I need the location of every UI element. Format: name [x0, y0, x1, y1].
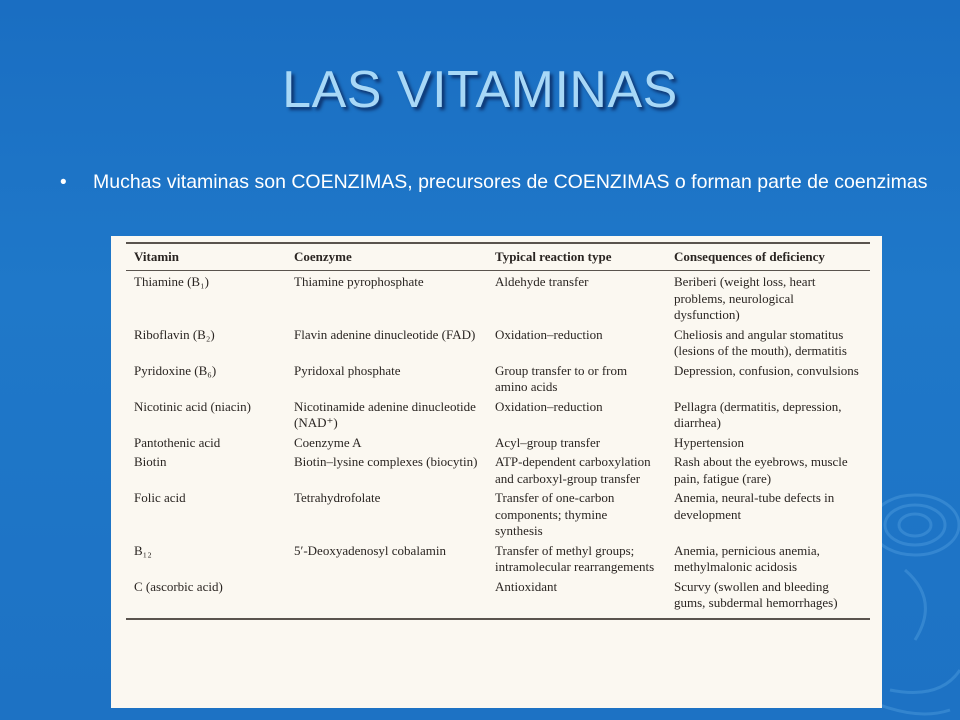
cell-coenzyme: Flavin adenine dinucleotide (FAD): [294, 326, 476, 342]
cell-reaction: Oxidation–reduction: [495, 326, 603, 342]
table-row: [126, 432, 870, 452]
table-row: [126, 540, 870, 576]
table-row: [126, 324, 870, 360]
cell-vitamin: Folic acid: [134, 490, 186, 505]
cell-coenzyme: Tetrahydrofolate: [294, 490, 381, 505]
cell-vitamin: Pyridoxine (B₆): [134, 362, 217, 378]
bullet-text: Muchas vitaminas son COENZIMAS, precursores de COENZIMAS o forman parte de coenzimas: [93, 171, 928, 193]
cell-vitamin: Thiamine (B₁): [134, 274, 209, 289]
bullet-marker: •: [60, 172, 67, 193]
cell-coenzyme: Coenzyme A: [294, 434, 362, 450]
cell-deficiency: Beriberi (weight loss, heart problems, neurological dysfunction): [674, 274, 816, 322]
cell-coenzyme: Nicotinamide adenine dinucleotide (NAD⁺): [294, 398, 476, 430]
cell-deficiency: Anemia, neural-tube defects in development: [674, 490, 835, 522]
cell-vitamin: Biotin: [134, 454, 167, 469]
slide-title: LAS VITAMINAS: [282, 61, 678, 119]
cell-reaction: Oxidation–reduction: [495, 398, 603, 414]
cell-deficiency: Anemia, pernicious anemia, methylmalonic acidosis: [674, 542, 820, 574]
cell-coenzyme: Thiamine pyrophosphate: [294, 274, 424, 289]
cell-coenzyme: 5′-Deoxyadenosyl cobalamin: [294, 542, 446, 558]
cell-vitamin: Riboflavin (B₂): [134, 326, 215, 342]
table-header-row: [126, 243, 870, 271]
cell-reaction: Group transfer to or from amino acids: [495, 362, 628, 394]
table-row: [126, 271, 870, 324]
vitamin-table-image: [111, 236, 882, 708]
cell-deficiency: Hypertension: [674, 434, 745, 450]
cell-vitamin: B₁₂: [134, 542, 152, 558]
vitamin-table: [126, 242, 870, 620]
bullet-item: [60, 172, 940, 194]
header-deficiency: Consequences of deficiency: [666, 243, 870, 271]
cell-coenzyme: [286, 576, 487, 619]
cell-reaction: Acyl–group transfer: [495, 434, 601, 450]
cell-reaction: Transfer of one-carbon components; thymine synthesis: [495, 490, 615, 538]
cell-reaction: ATP-dependent carboxylation and carboxyl-group transfer: [495, 454, 651, 486]
cell-deficiency: Pellagra (dermatitis, depression, diarrhea): [674, 398, 842, 430]
cell-vitamin: C (ascorbic acid): [126, 576, 286, 619]
table-row: [126, 396, 870, 432]
cell-deficiency: Rash about the eyebrows, muscle pain, fatigue (rare): [674, 454, 848, 486]
cell-reaction: Transfer of methyl groups; intramolecular rearrangements: [495, 542, 655, 574]
table-row: [126, 360, 870, 396]
cell-coenzyme: Biotin–lysine complexes (biocytin): [294, 454, 478, 469]
cell-deficiency: Depression, confusion, convulsions: [674, 362, 859, 378]
cell-vitamin: Nicotinic acid (niacin): [134, 398, 251, 414]
header-coenzyme: Coenzyme: [286, 243, 487, 271]
table-row: [126, 576, 870, 619]
cell-deficiency: Scurvy (swollen and bleeding gums, subdermal hemorrhages): [666, 576, 870, 619]
header-vitamin: Vitamin: [126, 243, 286, 271]
header-reaction-type: Typical reaction type: [487, 243, 666, 271]
cell-vitamin: Pantothenic acid: [134, 434, 221, 450]
cell-coenzyme: Pyridoxal phosphate: [294, 362, 401, 378]
cell-reaction: Antioxidant: [487, 576, 666, 619]
cell-reaction: Aldehyde transfer: [495, 274, 589, 289]
table-row: [126, 487, 870, 540]
table-row: [126, 451, 870, 487]
cell-deficiency: Cheliosis and angular stomatitus (lesions of the mouth), dermatitis: [674, 326, 847, 358]
